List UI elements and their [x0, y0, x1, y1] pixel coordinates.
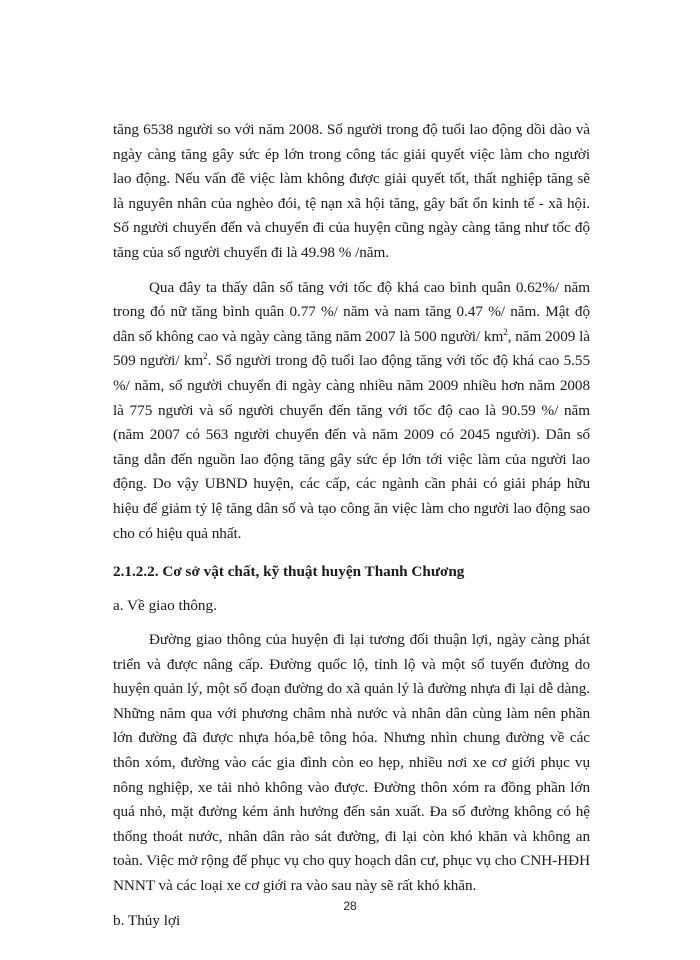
- spacer: [113, 584, 590, 594]
- subsection-irrigation-heading: b. Thủy lợi: [113, 911, 181, 929]
- document-page: [113, 118, 590, 933]
- spacer: [113, 546, 590, 560]
- superscript: 2: [203, 351, 208, 362]
- paragraph-text: Qua đây ta thấy dân số tăng với tốc độ khá cao bình quân 0.62%/ năm trong đó nữ tăng bình quân 0.77 %/ năm và nam tăng 0.47 %/ năm. Mật độ dân số không cao và ngày càng tăng năm 2007 là 500 người/ km: [113, 278, 590, 345]
- page-number: 28: [343, 899, 357, 913]
- paragraph-text: . Số người trong độ tuổi lao động tăng với tốc độ khá cao 5.55 %/ năm, số người chuyển đi ngày càng nhiều năm 2009 nhiều hơn năm 2008 là 775 người và số người chuyển đến tăng với tốc độ cao là 90.59 %/ năm (năm 2007 có 563 người chuyển đến và năm 2009 có 2045 người). Dân số tăng dẫn đến nguồn lao động tăng gây sức ép lớn tới việc làm của người lao động. Do vậy UBND huyện, các cấp, các ngành cần phải có giải pháp hữu hiệu để giảm tỷ lệ tăng dân số và tạo công ăn việc làm cho người lao động sao cho có hiệu quả nhất.: [113, 352, 591, 542]
- paragraph-transport: Đường giao thông của huyện đi lại tương đối thuận lợi, ngày càng phát triển và được nâng cấp. Đường quốc lộ, tỉnh lộ và một số tuyến đường do huyện quản lý, một số đoạn đường do xã quản lý là đường nhựa đi lại dễ dàng. Những năm qua với phương châm nhà nước và nhân dân cùng làm nên phần lớn đường đã được nhựa hóa,bê tông hóa. Nhưng nhìn chung đường về các thôn xóm, đường vào các gia đình còn eo hẹp, nhiều nơi xe cơ giới phục vụ nông nghiệp, xe tải nhỏ không vào được. Đường thôn xóm ra đồng phần lớn quá nhỏ, mặt đường kém ảnh hưởng đến sản xuất. Đa số đường không có hệ thống thoát nước, nhân dân rào sát đường, đi lại còn khó khăn và không an toàn. Việc mở rộng để phục vụ cho quy hoạch dân cư, phục vụ cho CNH-HĐH NNNT và các loại xe cơ giới ra vào sau này sẽ rất khó khăn.: [113, 631, 590, 895]
- spacer: [113, 266, 590, 276]
- spacer: [113, 618, 590, 628]
- paragraph-population-growth: tăng 6538 người so với năm 2008. Số người trong độ tuổi lao động dồi dào và ngày càng tăng gây sức ép lớn trong công tác giải quyết việc làm cho người lao động. Nếu vấn đề việc làm không được giải quyết tốt, thất nghiệp tăng sẽ là nguyên nhân của nghèo đói, tệ nạn xã hội tăng, gây bất ổn kinh tế - xã hội. Số người chuyển đến và chuyển đi của huyện cũng ngày càng tăng như tốc độ tăng của số người chuyển đi là 49.98 % /năm.: [113, 121, 590, 261]
- subsection-transport-heading: a. Về giao thông.: [113, 597, 217, 615]
- paragraph-population-summary: [113, 276, 590, 547]
- section-heading: 2.1.2.2. Cơ sở vật chất, kỹ thuật huyện Thanh Chương: [113, 563, 465, 581]
- paragraph-text: , năm 2009 là 509 người/ km: [113, 327, 590, 370]
- superscript: 2: [503, 326, 508, 337]
